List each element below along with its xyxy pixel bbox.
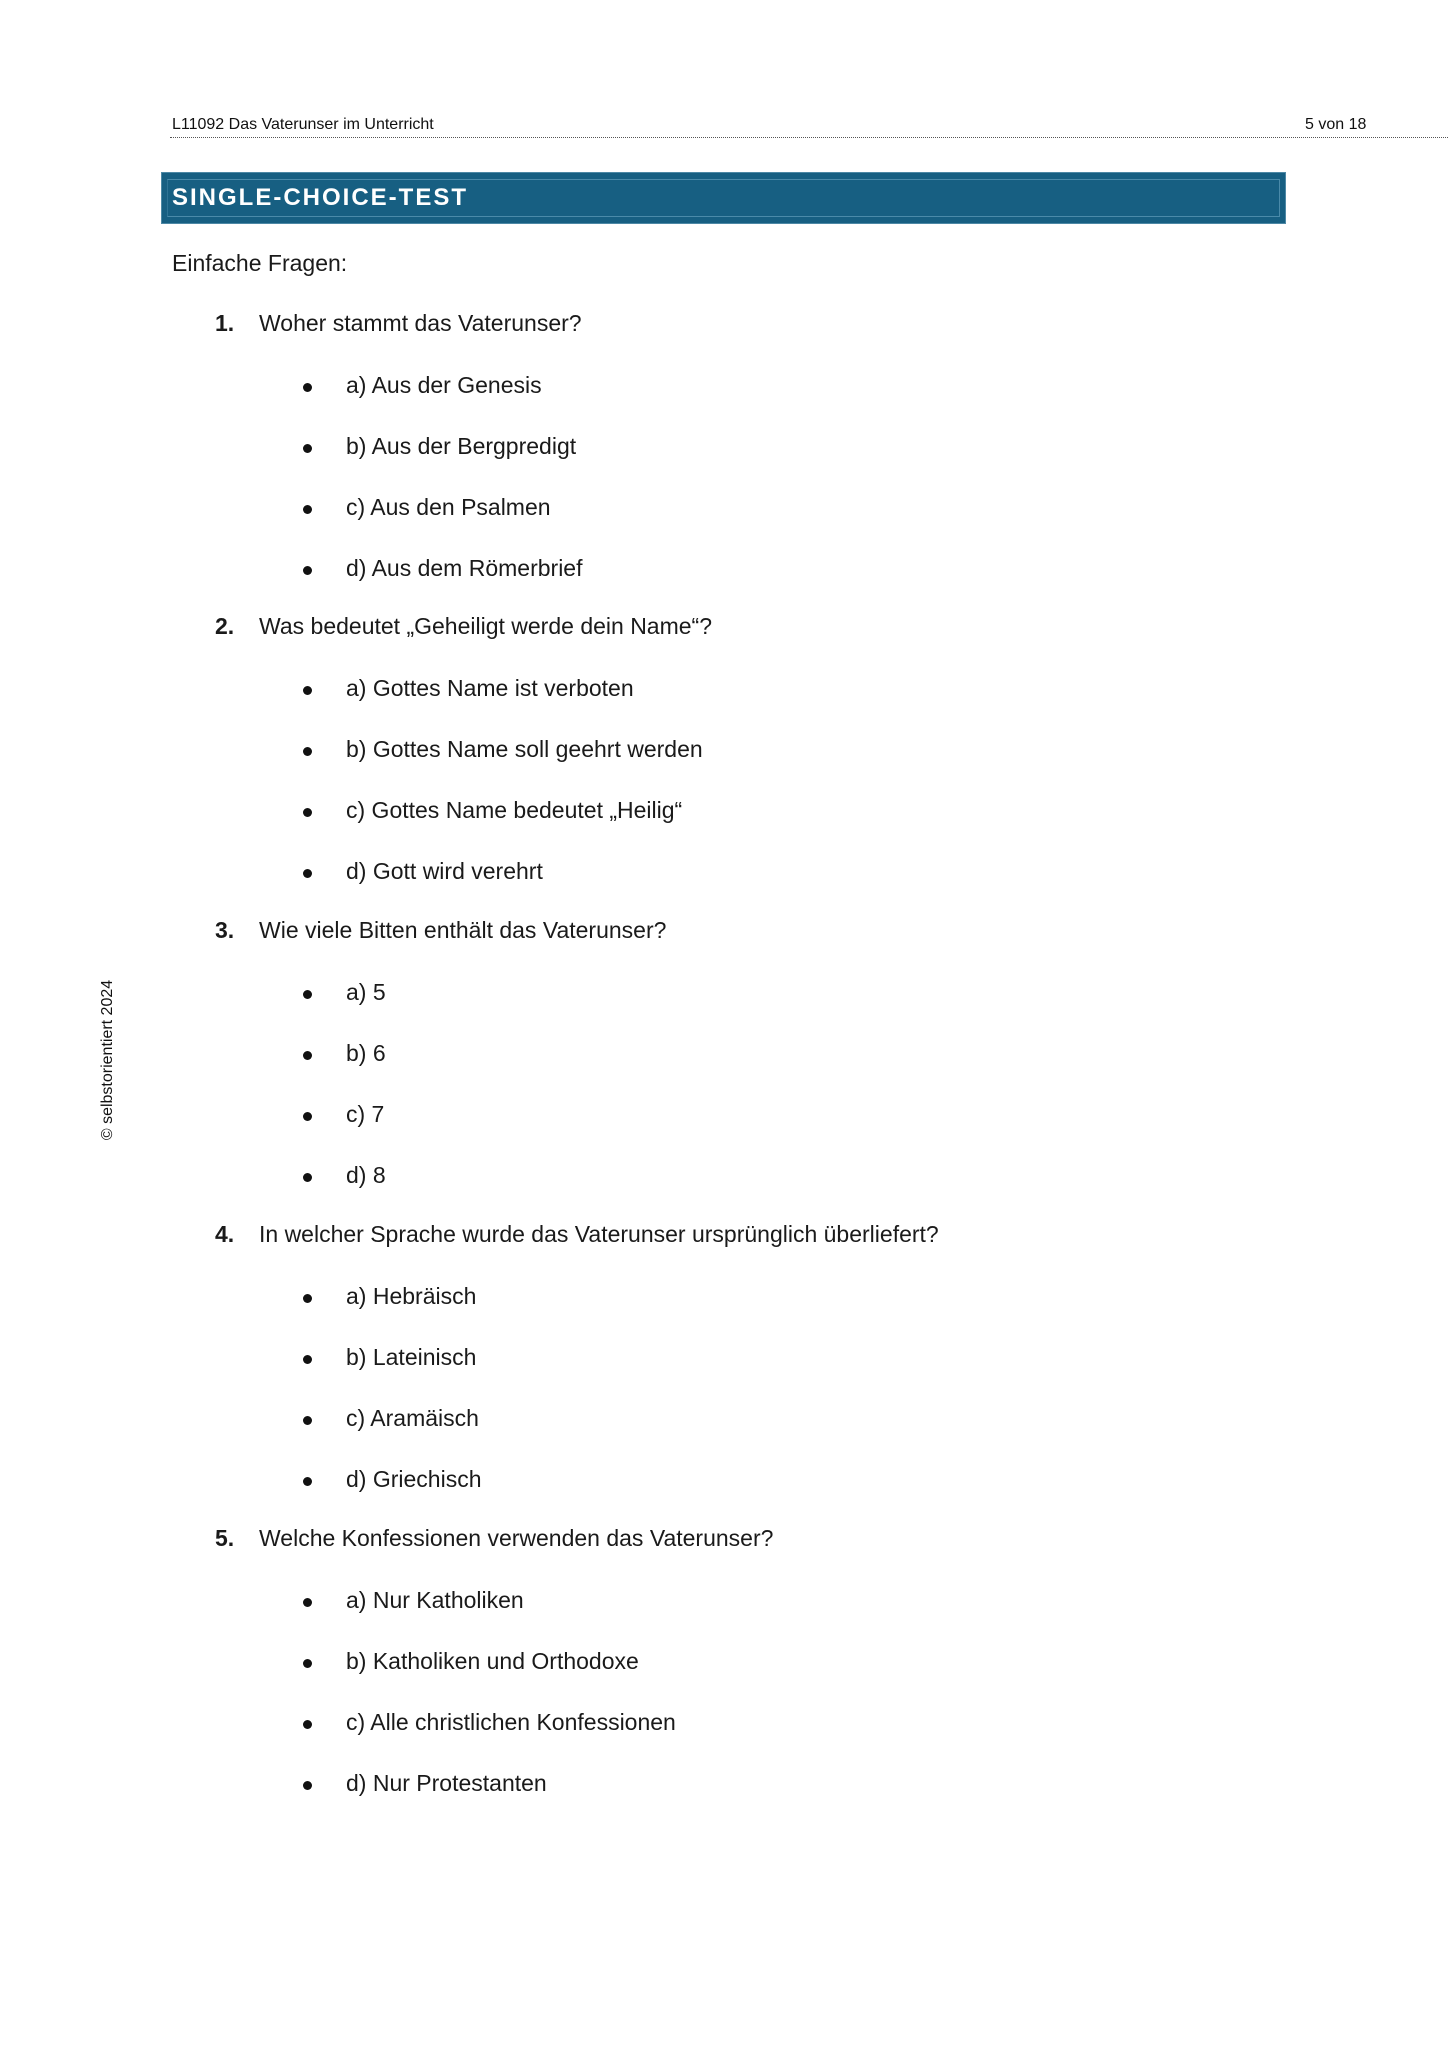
- bullet-icon: [303, 1173, 312, 1182]
- bullet-icon: [303, 1781, 312, 1790]
- bullet-icon: [303, 566, 312, 575]
- question-text: In welcher Sprache wurde das Vaterunser ursprünglich überliefert?: [259, 1221, 939, 1247]
- bullet-icon: [303, 383, 312, 392]
- question-number: 4.: [215, 1221, 235, 1247]
- answer-option: b) Aus der Bergpredigt: [346, 433, 577, 459]
- answer-option: d) Nur Protestanten: [346, 1770, 547, 1796]
- answer-option: b) Gottes Name soll geehrt werden: [346, 736, 703, 762]
- bullet-icon: [303, 1416, 312, 1425]
- bullet-icon: [303, 505, 312, 514]
- bullet-icon: [303, 808, 312, 817]
- bullet-icon: [303, 1051, 312, 1060]
- bullet-icon: [303, 1112, 312, 1121]
- page-header: [170, 115, 1448, 138]
- answer-option: c) Aramäisch: [346, 1405, 479, 1431]
- section-banner: [161, 172, 1286, 224]
- answer-option: b) Katholiken und Orthodoxe: [346, 1648, 639, 1674]
- answer-option: d) 8: [346, 1162, 386, 1188]
- section-title: SINGLE-CHOICE-TEST: [172, 184, 469, 211]
- answer-option: d) Gott wird verehrt: [346, 858, 543, 884]
- answer-option: b) Lateinisch: [346, 1344, 477, 1370]
- question-number: 1.: [215, 310, 235, 336]
- answer-option: d) Aus dem Römerbrief: [346, 555, 583, 581]
- bullet-icon: [303, 686, 312, 695]
- document-title: L11092 Das Vaterunser im Unterricht: [172, 116, 434, 133]
- answer-option: a) Nur Katholiken: [346, 1587, 524, 1613]
- answer-option: a) 5: [346, 979, 386, 1005]
- answer-option: a) Aus der Genesis: [346, 372, 542, 398]
- answer-option: c) Aus den Psalmen: [346, 494, 551, 520]
- question-number: 2.: [215, 613, 235, 639]
- answer-option: d) Griechisch: [346, 1466, 482, 1492]
- bullet-icon: [303, 1355, 312, 1364]
- question-text: Wie viele Bitten enthält das Vaterunser?: [259, 917, 667, 943]
- copyright-notice: © selbstorientiert 2024: [99, 979, 116, 1141]
- question-number: 5.: [215, 1525, 235, 1551]
- answer-option: c) Gottes Name bedeutet „Heilig“: [346, 797, 683, 823]
- question-number: 3.: [215, 917, 235, 943]
- bullet-icon: [303, 1598, 312, 1607]
- answer-option: b) 6: [346, 1040, 386, 1066]
- answer-option: a) Hebräisch: [346, 1283, 477, 1309]
- question-text: Woher stammt das Vaterunser?: [259, 310, 582, 336]
- bullet-icon: [303, 869, 312, 878]
- question-text: Was bedeutet „Geheiligt werde dein Name“?: [259, 613, 712, 639]
- bullet-icon: [303, 1477, 312, 1486]
- answer-option: c) Alle christlichen Konfessionen: [346, 1709, 676, 1735]
- intro-text: Einfache Fragen:: [172, 250, 348, 276]
- bullet-icon: [303, 444, 312, 453]
- bullet-icon: [303, 1659, 312, 1668]
- bullet-icon: [303, 1294, 312, 1303]
- page-number: 5 von 18: [1305, 116, 1367, 133]
- question-text: Welche Konfessionen verwenden das Vaterunser?: [259, 1525, 774, 1551]
- bullet-icon: [303, 1720, 312, 1729]
- answer-option: a) Gottes Name ist verboten: [346, 675, 634, 701]
- bullet-icon: [303, 990, 312, 999]
- bullet-icon: [303, 747, 312, 756]
- answer-option: c) 7: [346, 1101, 385, 1127]
